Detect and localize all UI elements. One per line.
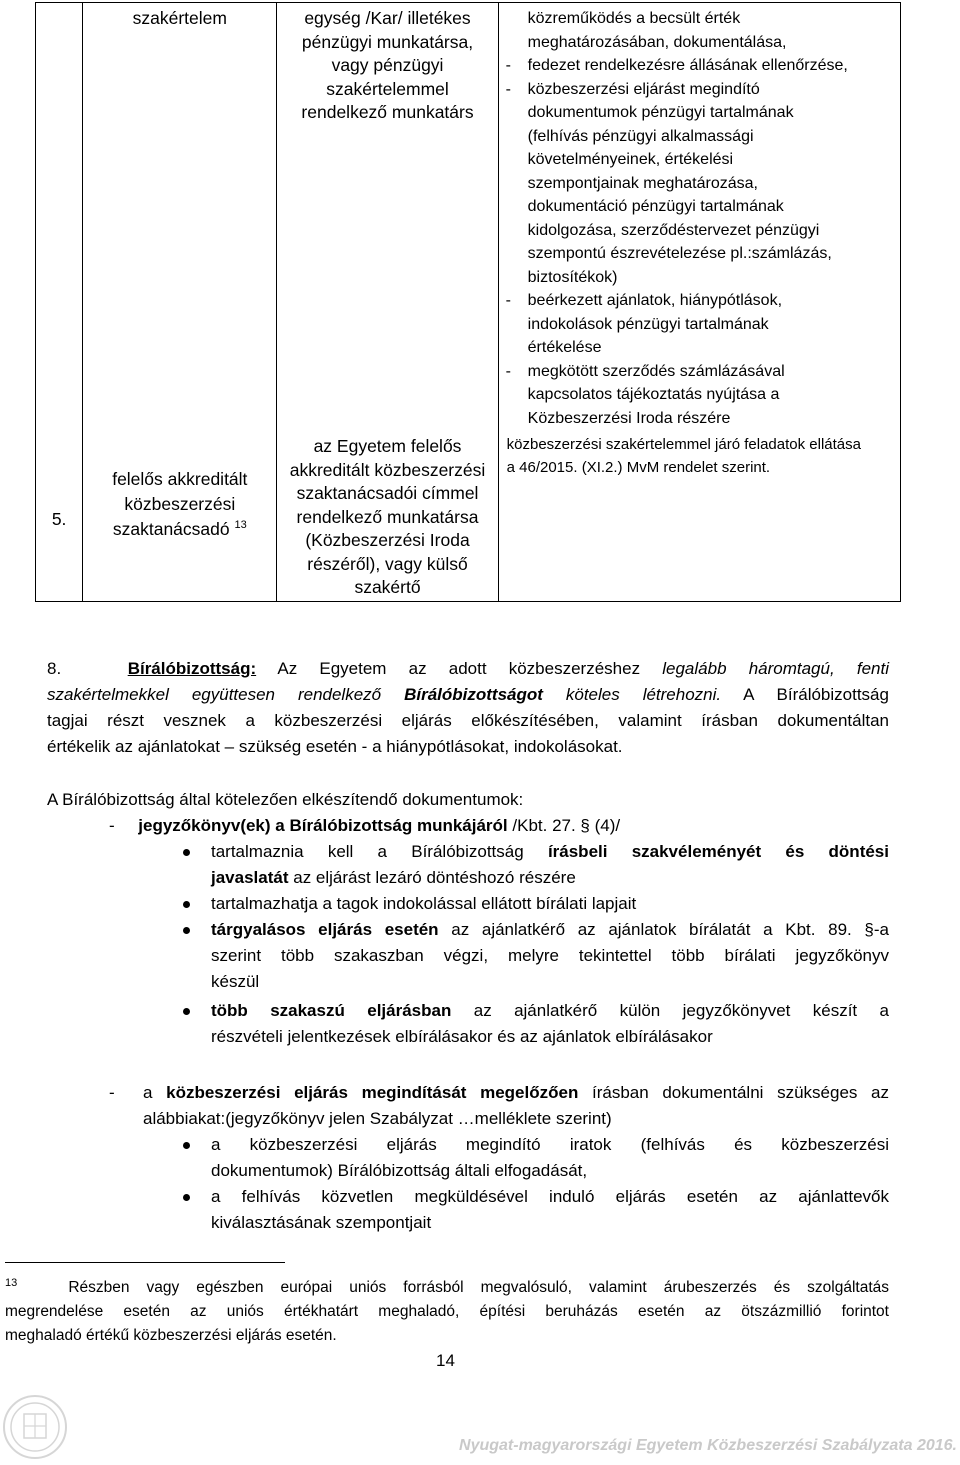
duty-line: a 46/2015. (XI.2.) MvM rendelet szerint. bbox=[506, 459, 771, 476]
duty-line: közbeszerzési eljárást megindító bbox=[527, 80, 760, 98]
duty-line: indokolások pénzügyi tartalmának bbox=[527, 315, 769, 333]
duty-line: (felhívás pénzügyi alkalmassági bbox=[527, 127, 754, 145]
duty-line: beérkezett ajánlatok, hiánypótlások, bbox=[527, 292, 783, 309]
duty-line: értékelése bbox=[527, 339, 602, 356]
docs-b4: több szakaszú eljárásban az ajánlatkérő külön jegyzőkönyvet készít a bbox=[211, 1001, 889, 1020]
duty-line: közreműködés a becsült érték bbox=[527, 10, 741, 27]
docs-b6-l2: kiválasztásának szempontjait bbox=[211, 1213, 432, 1232]
person-line: akkreditált közbeszerzési bbox=[289, 459, 486, 480]
duty-line: megkötött szerződés számlázásával bbox=[527, 362, 785, 380]
role-line: szaktanácsadó $^{13}$ bbox=[112, 519, 247, 539]
person-line: vagy pénzügyi bbox=[331, 55, 444, 75]
page-number: 14 bbox=[436, 1351, 455, 1370]
duty-line: szempontú észrevételezése pl.:számlázás, bbox=[527, 245, 832, 262]
footnote-separator bbox=[5, 1262, 285, 1263]
duty-line: meghatározásában, dokumentálása, bbox=[527, 33, 787, 51]
bullet bbox=[183, 849, 190, 856]
docs-intro: A Bírálóbizottság által kötelezően elkészítendő dokumentumok: bbox=[47, 790, 524, 809]
university-logo bbox=[2, 1394, 68, 1460]
col-role bbox=[83, 3, 277, 602]
duty-line: kapcsolatos tájékoztatás nyújtása a bbox=[527, 386, 780, 403]
section8-line1: 8. Bírálóbizottság: Az Egyetem az adott közbeszerzéshez legalább háromtagú, fenti bbox=[47, 659, 889, 678]
duty-line: dokumentumok pénzügyi tartalmának bbox=[527, 104, 794, 121]
col-duties bbox=[498, 3, 900, 602]
section8-line2: szakértelmekkel együttesen rendelkező Bírálóbizottságot köteles létrehozni. A Bírálóbizottság bbox=[47, 685, 889, 704]
docs-b2: tartalmazhatja a tagok indokolással ellátott bírálati lapjait bbox=[211, 894, 637, 913]
duty-dash: - bbox=[505, 362, 511, 380]
docs-b4-l2: részvételi jelentkezések elbírálásakor és az ajánlatok elbírálásakor bbox=[211, 1027, 713, 1046]
duty-line: szempontjainak meghatározása, bbox=[527, 174, 758, 192]
person-line: az Egyetem felelős bbox=[313, 436, 462, 456]
docs-b5: a közbeszerzési eljárás megindító iratok (felhívás és közbeszerzési bbox=[211, 1135, 889, 1154]
docs-b6: a felhívás közvetlen megküldésével induló eljárás esetén az ajánlattevők bbox=[211, 1187, 889, 1206]
person-line: szaktanácsadói címmel bbox=[296, 483, 479, 503]
docs-b5-l2: dokumentumok) Bírálóbizottság általi elfogadását, bbox=[211, 1161, 588, 1180]
docs-b3-l2: szerint több szakaszban végzi, melyre tekintettel több bírálati jegyzőkönyv bbox=[211, 946, 889, 965]
person-line: rendelkező munkatárs bbox=[301, 102, 474, 122]
col-person bbox=[277, 3, 498, 602]
duty-line: dokumentáció pénzügyi tartalmának bbox=[527, 198, 784, 215]
role-line: felelős akkreditált bbox=[112, 469, 248, 489]
duty-line: Közbeszerzési Iroda részére bbox=[527, 409, 731, 427]
person-line: szakértelemmel bbox=[326, 78, 449, 99]
person-line: részéről), vagy külső bbox=[307, 553, 468, 574]
bullet bbox=[183, 1008, 190, 1015]
bullet bbox=[183, 927, 190, 934]
footnote-line2: megrendelése esetén az uniós értékhatárt meghaladó, építési beruházás esetén az ötszázmillió forintot bbox=[5, 1303, 889, 1320]
section8-heading: Bírálóbizottság: bbox=[127, 659, 257, 678]
roles-table bbox=[35, 2, 901, 602]
person-line: egység /Kar/ illetékes bbox=[304, 8, 471, 28]
person-line: rendelkező munkatársa bbox=[296, 506, 479, 527]
duty-dash: - bbox=[505, 292, 511, 309]
duty-line: biztosítékok) bbox=[527, 268, 618, 286]
docs-dash2-marker: - bbox=[109, 1083, 115, 1102]
bullet bbox=[183, 1142, 190, 1149]
duty-dash: - bbox=[505, 80, 511, 98]
duty-line: fedezet rendelkezésre állásának ellenőrzése, bbox=[527, 57, 848, 74]
docs-b1-l2: javaslatát az eljárást lezáró döntéshozó részére bbox=[211, 868, 576, 887]
footnote-ref: 13 bbox=[234, 519, 247, 532]
footer-title: Nyugat-magyarországi Egyetem Közbeszerzési Szabályzata 2016. bbox=[459, 1437, 957, 1454]
duty-line: közbeszerzési szakértelemmel járó feladatok ellátása bbox=[506, 436, 861, 453]
duty-line: kidolgozása, szerződéstervezet pénzügyi bbox=[527, 221, 820, 239]
row-number: 5. bbox=[51, 509, 67, 529]
docs-dash2-l2: alábbiakat:(jegyzőkönyv jelen Szabályzat …melléklete szerint) bbox=[143, 1109, 612, 1128]
footnote-line1: $^{13}$ Részben vagy egészben európai uniós forrásból megvalósuló, valamint árubeszerzés és szolgáltatás bbox=[5, 1276, 889, 1296]
docs-b3-l3: készül bbox=[211, 972, 260, 991]
docs-b1: tartalmaznia kell a Bírálóbizottság írásbeli szakvéleményét és döntési bbox=[211, 842, 889, 861]
person-line: (Közbeszerzési Iroda bbox=[305, 530, 470, 550]
footnote-line3: meghaladó értékű közbeszerzési eljárás esetén. bbox=[5, 1327, 337, 1344]
bullet bbox=[183, 901, 190, 908]
section8-line3: tagjai részt vesznek a közbeszerzési eljárás előkészítésében, valamint írásban dokumentáltan bbox=[47, 711, 889, 730]
role-line: közbeszerzési bbox=[124, 494, 236, 514]
col-number bbox=[36, 3, 83, 602]
docs-dash2: a közbeszerzési eljárás megindítását megelőzően írásban dokumentálni szükséges az bbox=[143, 1083, 889, 1102]
role-expertise: szakértelem bbox=[132, 8, 227, 28]
duty-dash: - bbox=[505, 57, 511, 74]
docs-dash1: - jegyzőkönyv(ek) a Bírálóbizottság munkájáról /Kbt. 27. § (4)/ bbox=[109, 816, 621, 835]
docs-b3: tárgyalásos eljárás esetén az ajánlatkérő az ajánlatok bírálatát a Kbt. 89. §-a bbox=[211, 920, 890, 939]
person-line: pénzügyi munkatársa, bbox=[301, 31, 474, 52]
person-line: szakértő bbox=[354, 577, 421, 597]
duty-line: követelményeinek, értékelési bbox=[527, 151, 734, 168]
bullet bbox=[183, 1194, 190, 1201]
section8-line4: értékelik az ajánlatokat – szükség esetén - a hiánypótlásokat, indokolásokat. bbox=[47, 737, 623, 756]
